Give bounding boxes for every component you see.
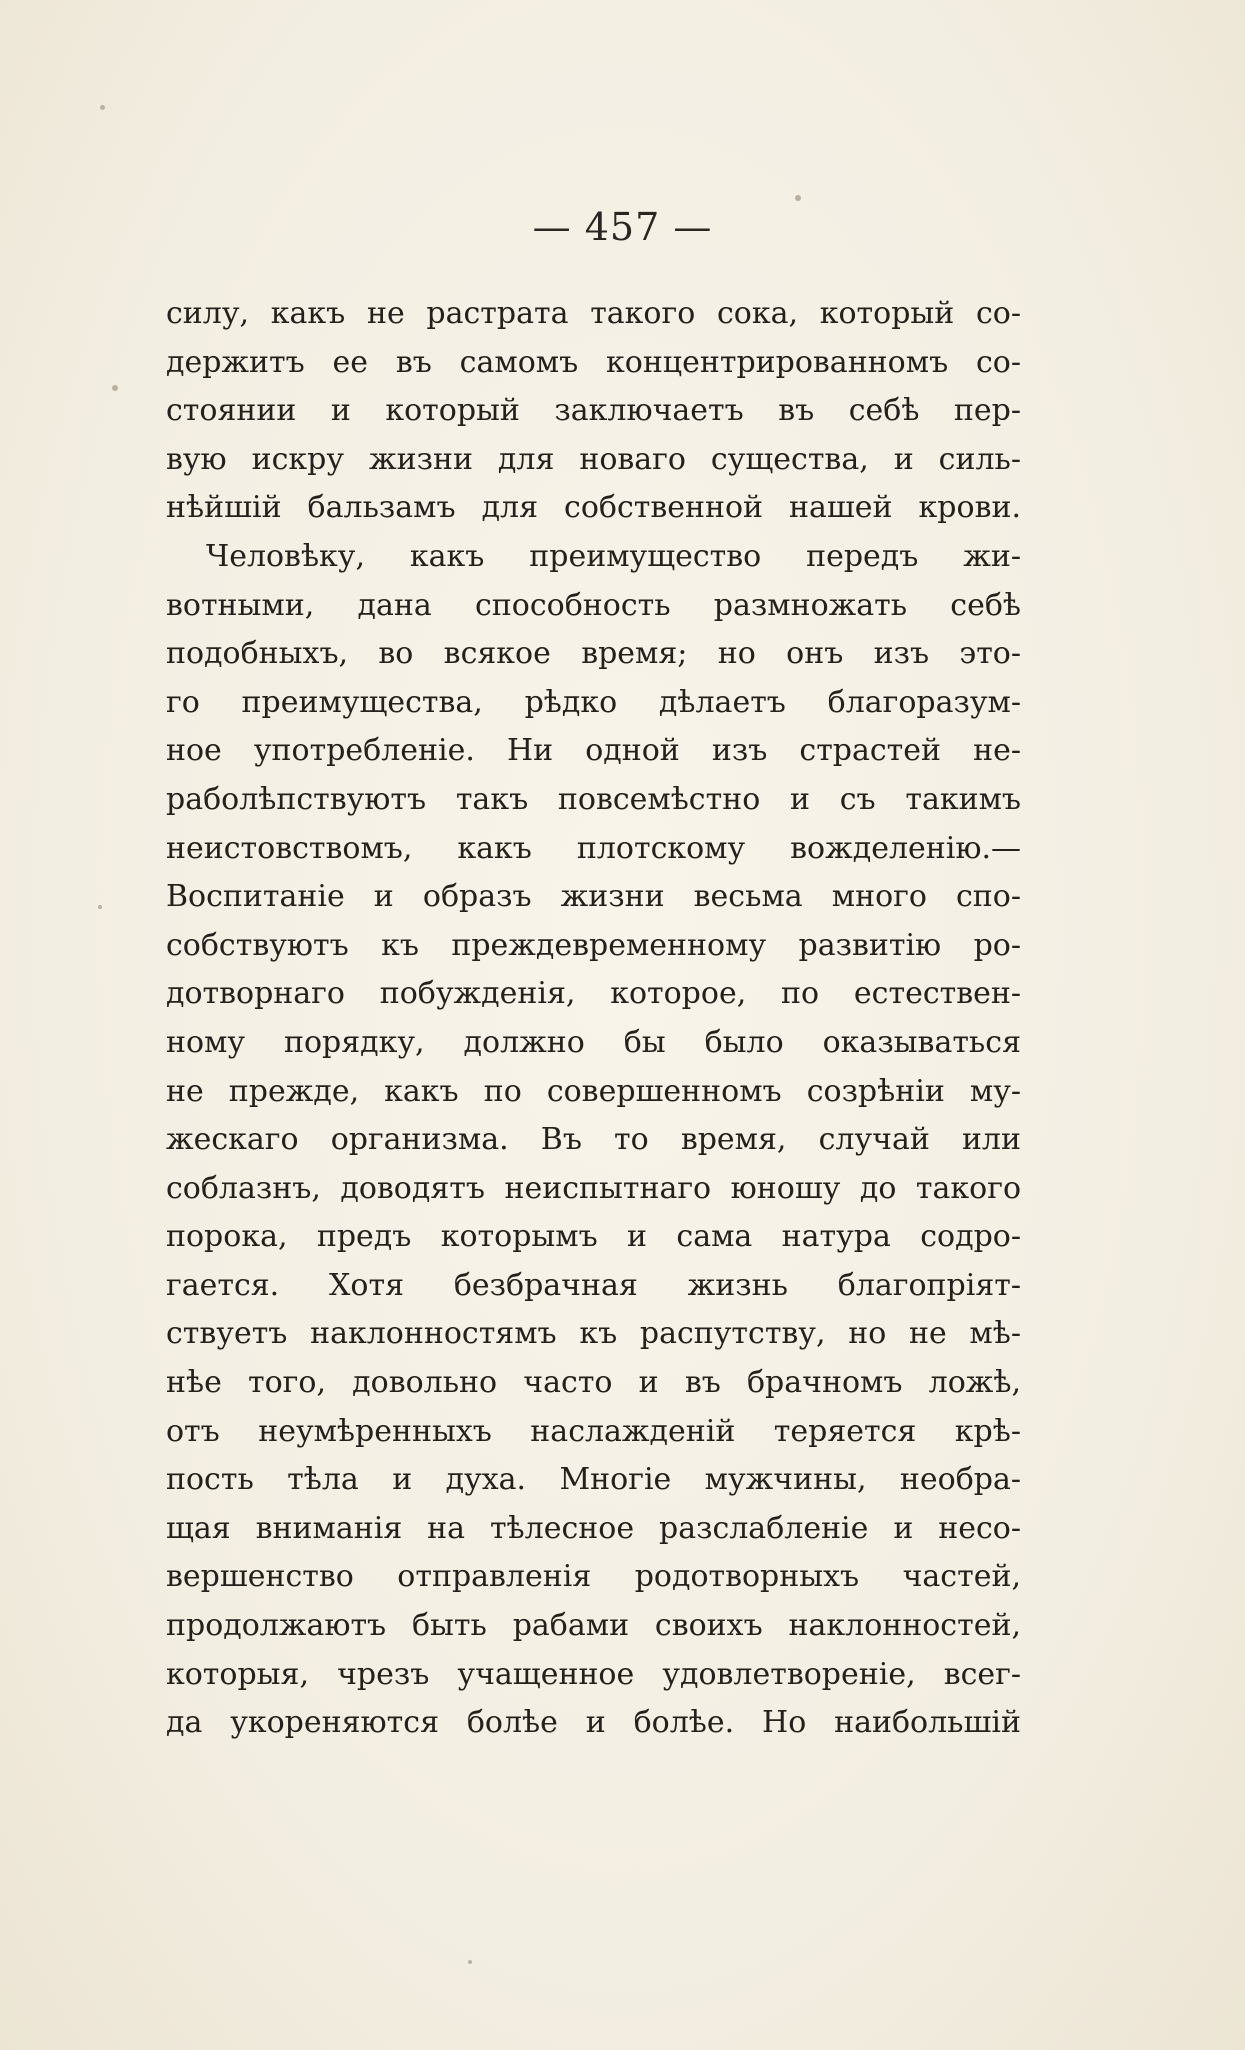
- text-line: вершенство отправленія родотворныхъ частей,: [166, 1559, 1021, 1595]
- text-line: ное употребленіе. Ни одной изъ страстей не-: [166, 733, 1021, 769]
- text-line: продолжаютъ быть рабами своихъ наклонностей,: [166, 1608, 1021, 1644]
- text-line: подобныхъ, во всякое время; но онъ изъ это-: [166, 636, 1021, 672]
- text-line: пость тѣла и духа. Многіе мужчины, необра-: [166, 1462, 1021, 1498]
- text-line: жескаго организма. Въ то время, случай или: [166, 1122, 1021, 1158]
- text-line: вотными, дана способность размножать себѣ: [166, 587, 1021, 623]
- text-line: го преимущества, рѣдко дѣлаетъ благоразум-: [166, 684, 1021, 720]
- text-line: неистовствомъ, какъ плотскому вожделенію.—: [166, 830, 1021, 866]
- paragraph-start-line: Человѣку, какъ преимущество передъ жи-: [206, 538, 1021, 574]
- text-line: да укореняются болѣе и болѣе. Но наибольшій: [166, 1705, 1021, 1741]
- text-line: раболѣпствуютъ такъ повсемѣстно и съ такимъ: [166, 781, 1021, 817]
- paper-speck: [100, 105, 105, 110]
- text-line: нѣйшій бальзамъ для собственной нашей крови.: [166, 490, 1021, 526]
- text-line: отъ неумѣренныхъ наслажденій теряется крѣ-: [166, 1413, 1021, 1449]
- text-line: вую искру жизни для новаго существа, и силь-: [166, 441, 1021, 477]
- paper-speck: [112, 385, 118, 391]
- body-text: [166, 290, 1021, 1748]
- text-line: Воспитаніе и образъ жизни весьма много спо-: [166, 879, 1021, 915]
- text-line: ствуетъ наклонностямъ къ распутству, но не мѣ-: [166, 1316, 1021, 1352]
- page-number: — 457 —: [532, 205, 713, 249]
- text-line: ному порядку, должно бы было оказываться: [166, 1024, 1021, 1060]
- text-line: гается. Хотя безбрачная жизнь благопріят-: [166, 1267, 1021, 1303]
- text-line: стоянии и который заключаетъ въ себѣ пер-: [166, 393, 1021, 429]
- paper-speck: [468, 1960, 472, 1964]
- text-line: соблазнъ, доводятъ неиспытнаго юношу до такого: [166, 1170, 1021, 1206]
- paper-speck: [98, 905, 102, 909]
- text-line: дотворнаго побужденія, которое, по естествен-: [166, 976, 1021, 1012]
- text-line: которыя, чрезъ учащенное удовлетвореніе, всег-: [166, 1656, 1021, 1692]
- text-line: держитъ ее въ самомъ концентрированномъ со-: [166, 344, 1021, 380]
- text-line: силу, какъ не растрата такого сока, который со-: [166, 296, 1021, 331]
- text-line: нѣе того, довольно часто и въ брачномъ ложѣ,: [166, 1365, 1021, 1401]
- text-line: порока, предъ которымъ и сама натура содро-: [166, 1219, 1021, 1255]
- text-line: собствуютъ къ преждевременному развитію ро-: [166, 927, 1021, 963]
- text-line: щая вниманія на тѣлесное разслабленіе и несо-: [166, 1510, 1021, 1546]
- text-line: не прежде, какъ по совершенномъ созрѣніи му-: [166, 1073, 1021, 1109]
- paper-speck: [795, 195, 801, 201]
